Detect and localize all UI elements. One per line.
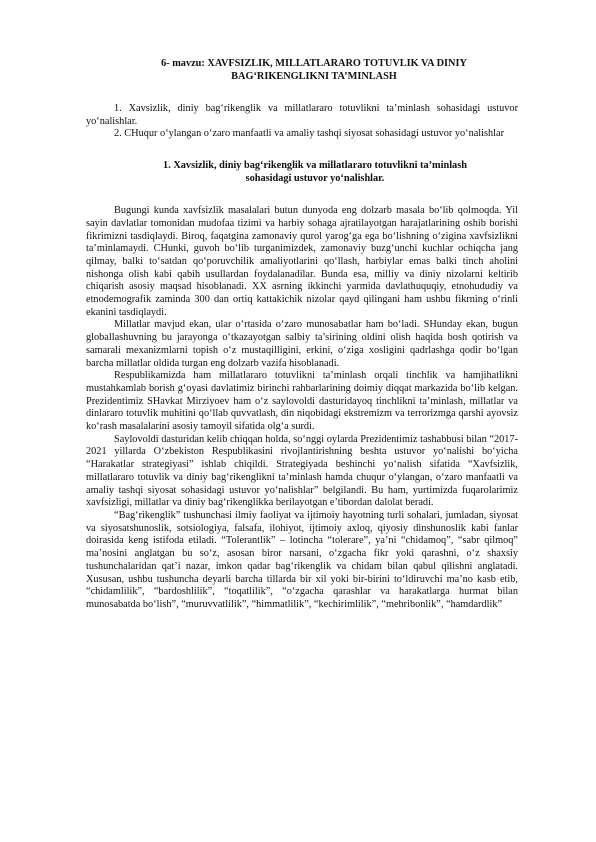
body-paragraph-3: Respublikamizda ham millatlararo totuvlikni ta’minlash orqali tinchlik va hamjihatlikni mustahkamlab borish g‘oyasi davlatimiz birinchi rahbarlarining doimiy diqqat markazida bo‘lib kelgan. Prezidentimiz SHavkat Mirziyoev ham o‘z saylovoldi dasturidayoq tinchlikni ta’minlash, millatlar va dinlararo totuvlik muhitini qo‘llab quvvatlash, din niqobidagi ekstremizm va terrorizmga qarshi ayovsiz ko‘rash masalalarini asosiy tamoyil sifatida olg‘a surdi. [86,370,518,433]
plan-item-2: 2. CHuqur o‘ylangan o‘zaro manfaatli va amaliy tashqi siyosat sohasidagi ustuvor yo‘nalishlar [114,128,505,140]
title-line-1: 6- mavzu: XAVFSIZLIK, MILLATLARARO TOTUVLIK VA DINIY [161,58,467,69]
section-body [86,205,518,612]
section-heading [86,160,518,185]
plan-item-1: 1. Xavsizlik, diniy bag‘rikenglik va millatlararo totuvlikni ta’minlash sohasidagi ustuvor yo‘nalishlar. [86,103,518,127]
section-heading-line-2: sohasidagi ustuvor yo‘nalishlar. [245,172,385,184]
topic-plan [86,103,518,141]
body-paragraph-4: Saylovoldi dasturidan kelib chiqqan holda, so‘nggi oylarda Prezidentimiz tashabbusi bilan “2017-2021 yillarda O‘zbekiston Respublikasini rivojlantirishning beshta ustuvor yo‘nalishi bo‘yicha “Harakatlar strategiyasi” ishlab chiqildi. Strategiyada beshinchi yo‘nalish sifatida “Xavfsizlik, millatlararo totuvlik va diniy bag‘rikenglikni ta’minlash hamda chuqur o‘ylangan, o‘zaro manfaatli va amaliy tashqi siyosat sohasidagi ustuvor yo‘nalishlar” belgilandi. Bu ham, yurtimizda fuqarolarimiz xavfsizligi, millatlar va diniy bag‘rikenglikka berilayotgan e’tibordan dalolat beradi. [86,433,518,509]
document-title [86,58,518,83]
section-heading-line-1: 1. Xavsizlik, diniy bag‘rikenglik va millatlararo totuvlikni ta’minlash [163,160,467,172]
document-page [86,58,518,612]
title-line-2: BAG‘RIKENGLIKNI TA’MINLASH [231,70,397,82]
body-paragraph-1: Bugungi kunda xavfsizlik masalalari butun dunyoda eng dolzarb masala bo‘lib qolmoqda. Yil sayin davlatlar tomonidan mudofaa tizimi va harbiy sohaga ajratilayotgan harajatlarining oshib borishi fikrimizni tasdiqlaydi. Biroq, faqatgina zamonaviy qurol yarog‘ga ega bo‘lishning o‘zigina xavfsizlikni ta’minlamaydi. CHunki, guvoh bo‘lib turganimizdek, zamonaviy buzg‘unchi kuchlar ochiqcha jang qilmay, balki to‘satdan qo‘poruvchilik amaliyotlarini qo‘llash, harbiylar emas balki tinch aholini nishonga olish kabi qabih usullardan foydalanadilar. Bunda esa, milliy va diniy nizolarni keltirib chiqarish asosiy maqsad hisoblanadi. XX asrning ikkinchi yarmida davlathuquqiy, etnohududiy va etnodemografik zaminda 300 dan ortiq kattakichik nizolar qayd qilingani ham ushbu fikrning o‘rinli ekanini tasdiqlaydi. [86,205,518,318]
body-paragraph-5: “Bag‘rikenglik” tushunchasi ilmiy faoliyat va ijtimoiy hayotning turli sohalari, jumladan, siyosat va siyosatshunoslik, sotsiologiya, falsafa, ilohiyot, ijtimoiy axloq, qiyosiy dinshunoslik kabi fanlar doirasida keng istifoda etiladi. “Tolerantlik” – lotincha “tolerare”, ya’ni “chidamoq”, “sabr qilmoq” ma’nosini anglatgan bu so‘z, asosan biror narsani, o‘zgacha fikr yoki qarashni, o‘z shaxsiy tushunchalaridan qat’i nazar, imkon qadar bag‘rikenglik va chidam bilan qabul qilishni anglatadi. Xususan, ushbu tushuncha deyarli barcha tillarda bir xil yoki bir-birini to‘ldiruvchi ma’no kasb etib, “chidamlilik”, “bardoshlilik”, “toqatlilik”, “o‘zgacha qarashlar va harakatlarga hurmat bilan munosabatda bo‘lish”, “muruvvatlilik”, “himmatlilik”, “kechirimlilik”, “mehribonlik”, “hamdardlik” [86,509,518,610]
body-paragraph-2: Millatlar mavjud ekan, ular o‘rtasida o‘zaro munosabatlar ham bo‘ladi. SHunday ekan, bugun globallashuvning bu jarayonga o‘tkazayotgan salbiy ta’sirining oldini olish haqida bosh qotirish va samarali mexanizmlarni topish o‘z mustaqilligini, erkini, o‘ziga xosligini qadrlashga qodir bo‘lgan barcha millatlar oldida turgan eng dolzarb vazifa hisoblanadi. [86,319,518,369]
